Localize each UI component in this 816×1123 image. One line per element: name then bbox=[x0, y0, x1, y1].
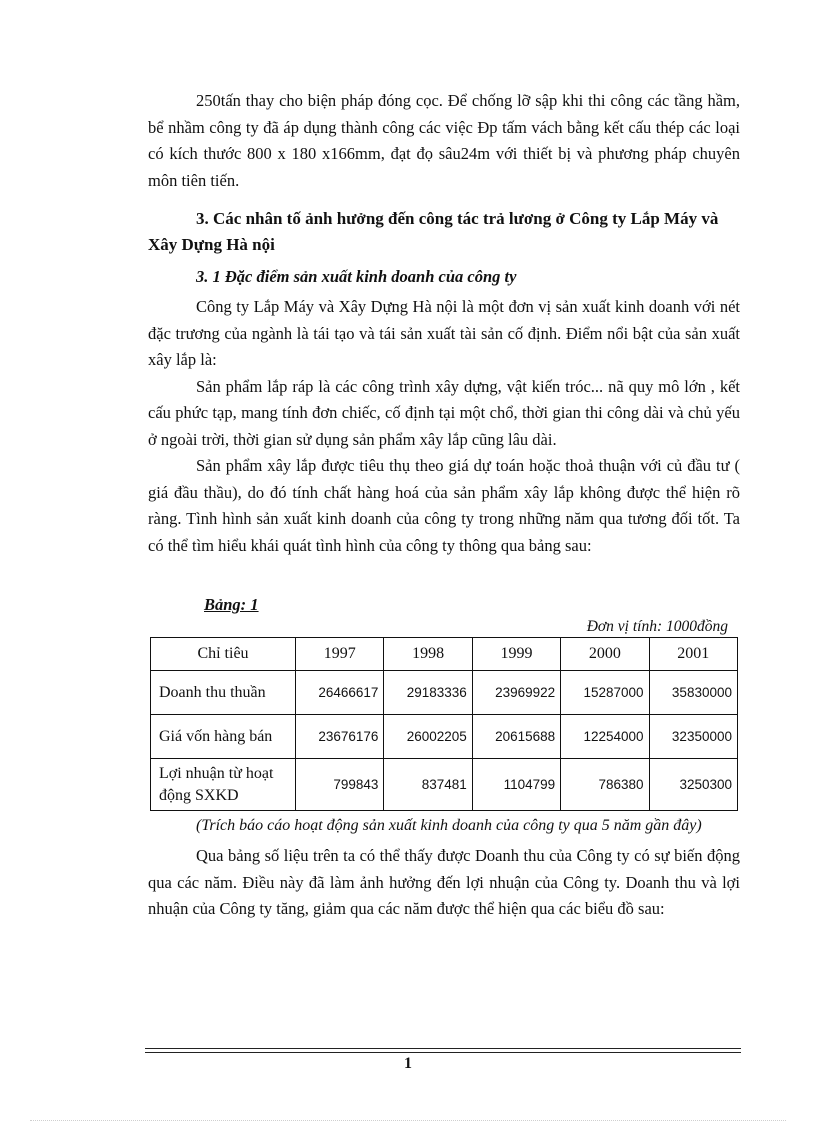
page-number: 1 bbox=[404, 1055, 412, 1072]
header-year: 2000 bbox=[561, 638, 649, 671]
table-header-row bbox=[151, 638, 738, 671]
table-cell: 786380 bbox=[561, 759, 649, 811]
table-cell: 32350000 bbox=[649, 715, 737, 759]
table-cell: 29183336 bbox=[384, 671, 472, 715]
paragraph-product-features: Sản phẩm lắp ráp là các công trình xây dựng, vật kiến tróc... nã quy mô lớn , kết cấu phức tạp, mang tính đơn chiếc, cố định tại một chổ, thời gian thi công dài và chủ yếu ở ngoài trời, thời gian sử dụng sản phẩm xây lắp cũng lâu dài. bbox=[148, 376, 740, 449]
table-cell: 26002205 bbox=[384, 715, 472, 759]
section-heading: 3. Các nhân tố ảnh hưởng đến công tác trả lương ở Công ty Lắp Máy và Xây Dựng Hà nội bbox=[148, 209, 719, 254]
table-cell: 12254000 bbox=[561, 715, 649, 759]
table-cell: 26466617 bbox=[296, 671, 384, 715]
table-row bbox=[151, 671, 738, 715]
header-year: 2001 bbox=[649, 638, 737, 671]
subsection-heading: 3. 1 Đặc điểm sản xuất kinh doanh của công ty bbox=[196, 267, 517, 286]
table-cell: 23676176 bbox=[296, 715, 384, 759]
header-year: 1998 bbox=[384, 638, 472, 671]
paragraph-company-intro: Công ty Lắp Máy và Xây Dựng Hà nội là một đơn vị sản xuất kinh doanh với nét đặc trương của ngành là tái tạo và tái sản xuất tài sản cố định. Điểm nổi bật của sản xuất xây lắp là: bbox=[148, 297, 740, 369]
page-edge-divider bbox=[30, 1120, 786, 1121]
table-cell: 837481 bbox=[384, 759, 472, 811]
row-label: Giá vốn hàng bán bbox=[151, 715, 296, 759]
table-row bbox=[151, 715, 738, 759]
table-row bbox=[151, 759, 738, 811]
header-year: 1997 bbox=[296, 638, 384, 671]
table-cell: 3250300 bbox=[649, 759, 737, 811]
footer-rule-top bbox=[145, 1048, 741, 1049]
table-cell: 20615688 bbox=[472, 715, 560, 759]
table-cell: 23969922 bbox=[472, 671, 560, 715]
table-cell: 35830000 bbox=[649, 671, 737, 715]
document-page bbox=[148, 88, 740, 923]
table-cell: 799843 bbox=[296, 759, 384, 811]
header-indicator: Chỉ tiêu bbox=[151, 638, 296, 671]
row-label: Doanh thu thuần bbox=[151, 671, 296, 715]
footer-rule-bottom bbox=[145, 1052, 741, 1053]
paragraph-analysis: Qua bảng số liệu trên ta có thể thấy được Doanh thu của Công ty có sự biến động qua các năm. Điều này đã làm ảnh hưởng đến lợi nhuận của Công ty. Doanh thu và lợi nhuận của Công ty tăng, giảm qua các năm được thể hiện qua các biểu đồ sau: bbox=[148, 846, 740, 918]
header-year: 1999 bbox=[472, 638, 560, 671]
table-unit: Đơn vị tính: 1000đồng bbox=[586, 618, 728, 635]
intro-paragraph: 250tấn thay cho biện pháp đóng cọc. Để chống lỡ sập khi thi công các tầng hầm, bể nhầm công ty đã áp dụng thành công các việc Đp tấm vách bằng kết cấu thép các loại có kích thước 800 x 180 x166mm, đạt đọ sâu24m với thiết bị và phương pháp chuyên môn tiên tiến. bbox=[148, 91, 740, 190]
table-cell: 15287000 bbox=[561, 671, 649, 715]
table-source-note: (Trích báo cáo hoạt động sản xuất kinh doanh của công ty qua 5 năm gần đây) bbox=[196, 817, 702, 834]
table-caption: Bảng: 1 bbox=[204, 595, 259, 614]
paragraph-sales: Sản phẩm xây lắp được tiêu thụ theo giá dự toán hoặc thoả thuận với củ đầu tư ( giá đầu thầu), do đó tính chất hàng hoá của sản phẩm xây lắp không được thể hiện rõ ràng. Tình hình sản xuất kinh doanh của công ty trong những năm qua tương đối tốt. Ta có thể tìm hiểu khái quát tình hình của công ty thông qua bảng sau: bbox=[148, 456, 740, 555]
business-results-table bbox=[150, 637, 738, 811]
table-cell: 1104799 bbox=[472, 759, 560, 811]
row-label: Lợi nhuận từ hoạt động SXKD bbox=[151, 759, 296, 811]
